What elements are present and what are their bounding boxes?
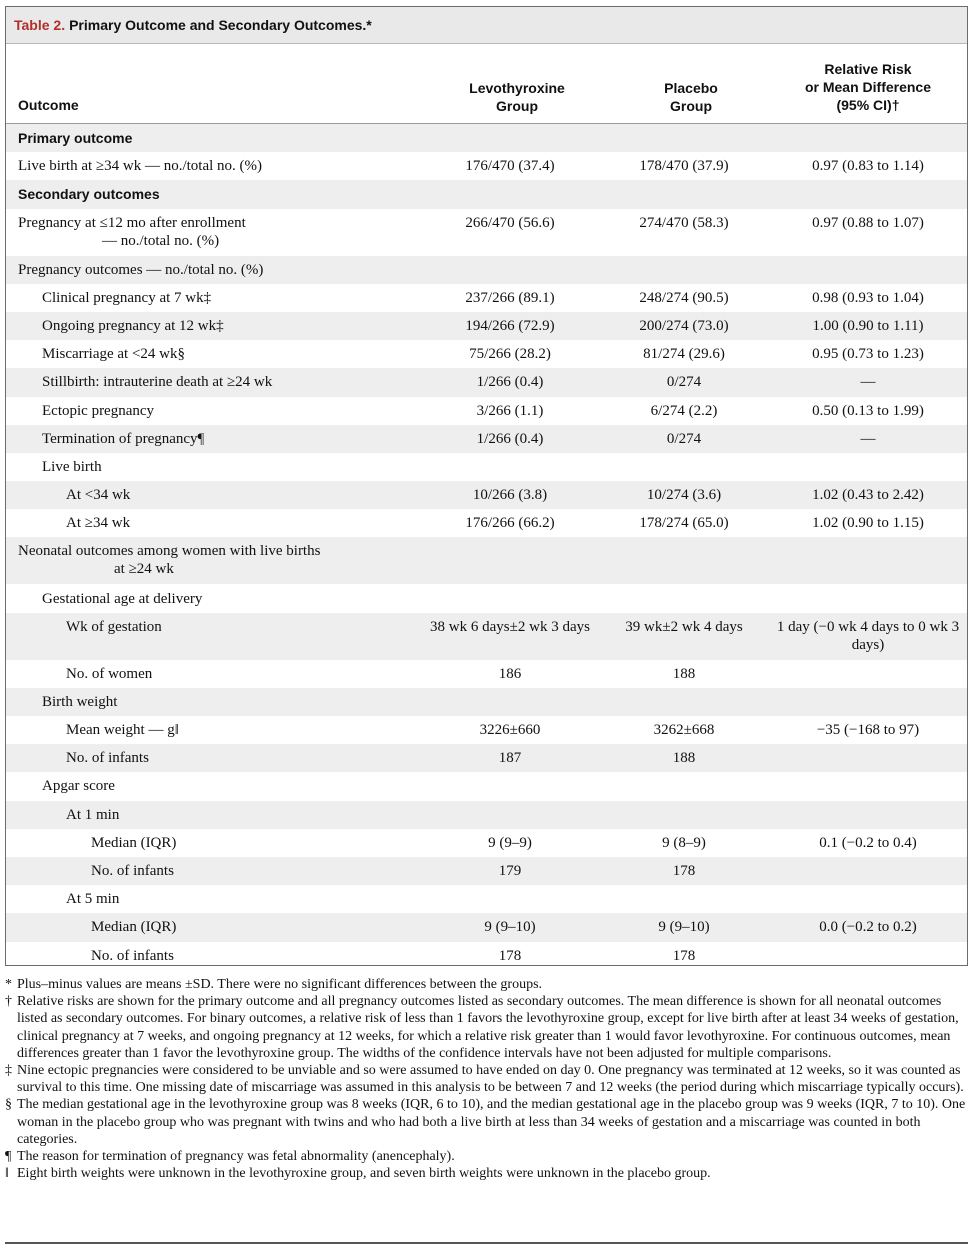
placebo-value: 178/470 (37.9) xyxy=(639,158,729,175)
placebo-value: 0/274 xyxy=(666,374,702,391)
table-row xyxy=(6,913,967,941)
table-row xyxy=(6,312,967,340)
row-label: At <34 wk xyxy=(66,487,131,504)
table-row xyxy=(6,613,967,660)
placebo-value: 178/274 (65.0) xyxy=(639,515,729,532)
table-row xyxy=(6,509,967,537)
footnote-text: Eight birth weights were unknown in the levothyroxine group, and seven birth weights were unknown in the placebo group. xyxy=(17,1166,711,1182)
header-rr-line2: or Mean Difference xyxy=(804,79,932,95)
row-label xyxy=(18,542,320,578)
placebo-value: 188 xyxy=(672,750,696,767)
footnote-symbol: † xyxy=(5,994,12,1010)
levo-value: 3226±660 xyxy=(479,722,541,739)
header-levothyroxine-line1: Levothyroxine xyxy=(469,80,565,96)
levo-value: 237/266 (89.1) xyxy=(465,289,555,306)
table-row xyxy=(6,885,967,913)
row-label xyxy=(18,214,246,250)
levo-value: 178 xyxy=(498,947,522,964)
table-body xyxy=(6,124,967,970)
levo-value: 176/470 (37.4) xyxy=(465,158,555,175)
footnote xyxy=(5,1062,968,1096)
row-label: At 5 min xyxy=(66,891,120,908)
placebo-value: 0/274 xyxy=(666,430,702,447)
row-label-line2: — no./total no. (%) xyxy=(102,232,220,249)
placebo-value: 9 (9–10) xyxy=(658,919,710,936)
footnote xyxy=(5,1148,968,1165)
row-label-line2: at ≥24 wk xyxy=(114,561,174,578)
table-row xyxy=(6,209,967,256)
row-label: Clinical pregnancy at 7 wk‡ xyxy=(42,289,212,306)
bottom-divider xyxy=(5,1242,968,1244)
rr-value: 1.02 (0.90 to 1.15) xyxy=(812,515,924,532)
table-row xyxy=(6,284,967,312)
header-levothyroxine-line2: Group xyxy=(496,98,538,114)
footnote-text: The reason for termination of pregnancy was fetal abnormality (anencephaly). xyxy=(17,1149,455,1165)
placebo-value: 9 (8–9) xyxy=(662,834,706,851)
table-row xyxy=(6,425,967,453)
rr-value: 1.02 (0.43 to 2.42) xyxy=(812,487,924,504)
table-row xyxy=(6,537,967,584)
table-row xyxy=(6,340,967,368)
footnote-text: Relative risks are shown for the primary outcome and all pregnancy outcomes listed as secondary outcomes. The mean difference is shown for all neonatal outcomes listed as secondary outcomes. For binary outcomes, a relative risk of less than 1 favors the levothyroxine group, except for live birth after at least 34 weeks of gestation, clinical pregnancy at 7 weeks, and ongoing pregnancy at 12 weeks, for which a relative risk greater than 1 would favor levothyroxine. For continuous outcomes, mean differences greater than 1 favor the levothyroxine group. The widths of the confidence intervals have not been adjusted for multiple comparisons. xyxy=(17,994,959,1061)
table-footnotes xyxy=(5,976,968,1182)
rr-value: 0.97 (0.88 to 1.07) xyxy=(812,214,924,231)
row-label: Miscarriage at <24 wk§ xyxy=(42,346,185,363)
table-row xyxy=(6,152,967,180)
footnote-symbol: § xyxy=(5,1097,12,1113)
table-row xyxy=(6,716,967,744)
levo-value: 1/266 (0.4) xyxy=(476,430,544,447)
row-label: Live birth xyxy=(42,458,102,475)
footnote-symbol: ‖ xyxy=(5,1166,9,1182)
header-relative-risk xyxy=(768,60,968,114)
header-placebo xyxy=(596,79,786,115)
row-label: Ectopic pregnancy xyxy=(42,402,155,419)
rr-value: −35 (−168 to 97) xyxy=(816,722,920,739)
rr-value: 0.97 (0.83 to 1.14) xyxy=(812,158,924,175)
rr-value: 0.50 (0.13 to 1.99) xyxy=(812,402,924,419)
row-label: Live birth at ≥34 wk — no./total no. (%) xyxy=(18,158,263,175)
row-label: At ≥34 wk xyxy=(66,515,131,532)
levo-value: 266/470 (56.6) xyxy=(465,214,555,231)
rr-value: 0.98 (0.93 to 1.04) xyxy=(812,289,924,306)
levo-value: 179 xyxy=(498,863,522,880)
table-row xyxy=(6,829,967,857)
footnote-text: Nine ectopic pregnancies were considered to be unviable and so were assumed to have ended on day 0. One pregnancy was terminated at 12 weeks, so it was counted as survival to this time. One missing date of miscarriage was assumed in this analysis to be between 7 and 12 weeks (the period during which miscarriage typically occurs). xyxy=(17,1063,964,1096)
levo-value: 187 xyxy=(498,750,522,767)
table-row xyxy=(6,688,967,716)
footnote xyxy=(5,1096,968,1148)
rr-value: 0.1 (−0.2 to 0.4) xyxy=(819,834,917,851)
table-row xyxy=(6,584,967,612)
table-row xyxy=(6,744,967,772)
placebo-value: 178 xyxy=(672,947,696,964)
levo-value: 38 wk 6 days±2 wk 3 days xyxy=(430,618,590,635)
row-label: Wk of gestation xyxy=(66,618,162,635)
placebo-value: 188 xyxy=(672,665,696,682)
row-label: No. of women xyxy=(66,665,153,682)
table-row xyxy=(6,180,967,208)
row-label: Median (IQR) xyxy=(91,919,177,936)
footnote-text: Plus–minus values are means ±SD. There were no significant differences between the groups. xyxy=(17,977,543,992)
table-row xyxy=(6,368,967,396)
table-row xyxy=(6,453,967,481)
table-row xyxy=(6,397,967,425)
row-label: No. of infants xyxy=(91,947,174,964)
levo-value: 186 xyxy=(498,665,522,682)
row-label: Pregnancy outcomes — no./total no. (%) xyxy=(18,261,264,278)
row-label: Birth weight xyxy=(42,693,118,710)
levo-value: 194/266 (72.9) xyxy=(465,318,555,335)
placebo-value: 3262±668 xyxy=(653,722,715,739)
footnote xyxy=(5,976,968,993)
table-title: Primary Outcome and Secondary Outcomes.* xyxy=(69,17,372,33)
footnote xyxy=(5,993,968,1062)
table-row xyxy=(6,124,967,152)
row-label: Median (IQR) xyxy=(91,834,177,851)
header-levothyroxine xyxy=(422,79,612,115)
rr-value: 1 day (−0 wk 4 days to 0 wk 3 days) xyxy=(776,618,960,653)
rr-value: 1.00 (0.90 to 1.11) xyxy=(812,318,924,335)
header-rr-line1: Relative Risk xyxy=(824,61,912,77)
rr-value: 0.0 (−0.2 to 0.2) xyxy=(819,919,917,936)
row-label: Gestational age at delivery xyxy=(42,590,203,607)
row-label-line1: Neonatal outcomes among women with live births xyxy=(18,543,321,560)
row-label: Secondary outcomes xyxy=(18,186,160,203)
row-label: No. of infants xyxy=(91,863,174,880)
levo-value: 9 (9–9) xyxy=(488,834,532,851)
footnote-symbol: * xyxy=(5,977,12,992)
table-row xyxy=(6,660,967,688)
row-label: Termination of pregnancy¶ xyxy=(42,430,205,447)
rr-value: — xyxy=(860,374,876,391)
table-number: Table 2. xyxy=(14,17,66,33)
placebo-value: 178 xyxy=(672,863,696,880)
levo-value: 10/266 (3.8) xyxy=(472,487,548,504)
table-row xyxy=(6,481,967,509)
table-row xyxy=(6,256,967,284)
results-table xyxy=(5,6,968,966)
table-header xyxy=(6,44,967,124)
row-label-line1: Pregnancy at ≤12 mo after enrollment xyxy=(18,214,246,231)
levo-value: 1/266 (0.4) xyxy=(476,374,544,391)
row-label: Primary outcome xyxy=(18,130,133,147)
header-outcome: Outcome xyxy=(18,97,79,113)
header-placebo-line1: Placebo xyxy=(664,80,718,96)
row-label: Apgar score xyxy=(42,778,115,795)
placebo-value: 274/470 (58.3) xyxy=(639,214,729,231)
footnote-text: The median gestational age in the levothyroxine group was 8 weeks (IQR, 6 to 10), and the median gestational age in the placebo group was 9 weeks (IQR, 7 to 10). One woman in the placebo group who was pregnant with twins and who had both a live birth at less than 34 weeks of gestation and a miscarriage was counted in both categories. xyxy=(17,1097,966,1147)
rr-value: — xyxy=(860,430,876,447)
row-label: Ongoing pregnancy at 12 wk‡ xyxy=(42,318,224,335)
placebo-value: 248/274 (90.5) xyxy=(639,289,729,306)
placebo-value: 6/274 (2.2) xyxy=(650,402,718,419)
row-label: At 1 min xyxy=(66,806,120,823)
table-title-bar xyxy=(6,7,967,44)
levo-value: 3/266 (1.1) xyxy=(476,402,544,419)
row-label: No. of infants xyxy=(66,750,149,767)
footnote-symbol: ¶ xyxy=(5,1149,12,1165)
placebo-value: 39 wk±2 wk 4 days xyxy=(625,618,743,635)
levo-value: 75/266 (28.2) xyxy=(469,346,551,363)
row-label: Stillbirth: intrauterine death at ≥24 wk xyxy=(42,374,273,391)
levo-value: 9 (9–10) xyxy=(484,919,536,936)
table-row xyxy=(6,942,967,970)
placebo-value: 81/274 (29.6) xyxy=(643,346,725,363)
placebo-value: 10/274 (3.6) xyxy=(646,487,722,504)
footnote xyxy=(5,1165,968,1182)
header-placebo-line2: Group xyxy=(670,98,712,114)
footnote-symbol: ‡ xyxy=(5,1063,12,1079)
rr-value: 0.95 (0.73 to 1.23) xyxy=(812,346,924,363)
placebo-value: 200/274 (73.0) xyxy=(639,318,729,335)
row-label: Mean weight — g‖ xyxy=(66,722,179,739)
header-rr-line3: (95% CI)† xyxy=(836,97,900,113)
table-row xyxy=(6,801,967,829)
table-row xyxy=(6,857,967,885)
table-row xyxy=(6,772,967,800)
levo-value: 176/266 (66.2) xyxy=(465,515,555,532)
